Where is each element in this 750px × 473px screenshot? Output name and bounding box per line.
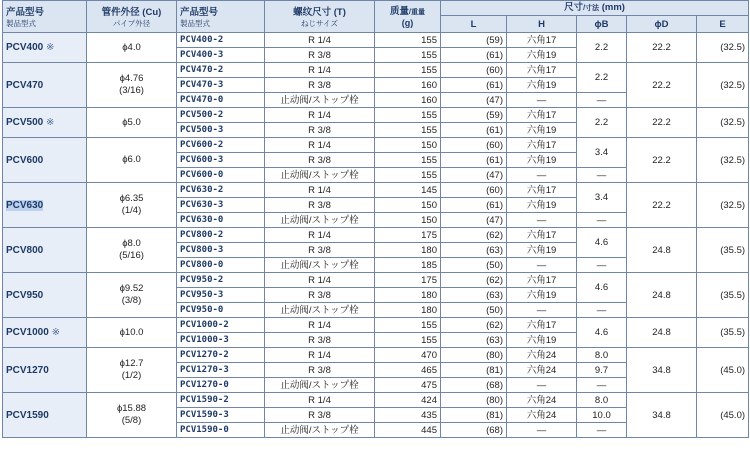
pipe-cell [87,228,177,273]
series-cell [3,348,87,393]
L-cell: (80) [441,393,507,408]
mass-cell: 150 [375,138,441,153]
thread-cell: R 1/4 [265,348,375,363]
B-cell: — [577,168,627,183]
series-cell [3,273,87,318]
thread-cell: R 3/8 [265,333,375,348]
series-name: PCV630 [6,199,44,211]
series-name: PCV470 [6,79,44,91]
thread-cell: R 1/4 [265,318,375,333]
pipe-size: ϕ9.52 [119,283,144,294]
L-cell: (47) [441,168,507,183]
pipe-size: ϕ5.0 [122,116,141,128]
mass-cell: 160 [375,78,441,93]
thread-cell: R 1/4 [265,108,375,123]
spec-table [2,0,749,438]
header-model: 产品型号 製品型式 [177,1,265,33]
D-cell: 24.8 [627,273,697,318]
H-cell: 六角24 [507,348,577,363]
header-dims: 尺寸/寸法 (mm) [441,1,749,16]
header-thread: 螺纹尺寸 (T) ねじサイズ [265,1,375,33]
E-cell: (32.5) [697,108,749,138]
thread-cell: 止动阀/ストップ栓 [265,168,375,183]
spec-table-body [3,33,749,438]
mass-cell: 160 [375,93,441,108]
mass-cell: 155 [375,108,441,123]
mass-cell: 180 [375,243,441,258]
series-name: PCV600 [6,154,44,166]
thread-cell: R 3/8 [265,243,375,258]
model-cell: PCV400-3 [177,48,265,63]
pipe-size-inch: (1/2) [121,370,142,381]
D-cell: 22.2 [627,183,697,228]
pipe-cell [87,348,177,393]
B-cell: 10.0 [577,408,627,423]
thread-cell: 止动阀/ストップ栓 [265,303,375,318]
note-mark: ※ [51,327,60,338]
E-cell: (45.0) [697,393,749,438]
L-cell: (60) [441,183,507,198]
pipe-size-inch: (5/8) [121,415,142,426]
series-name: PCV950 [6,289,44,301]
table-row [3,228,749,243]
B-cell: — [577,303,627,318]
thread-cell: R 3/8 [265,153,375,168]
series-name: PCV1270 [6,364,49,376]
header-product: 产品型号 製品型式 [3,1,87,33]
series-cell [3,183,87,228]
E-cell: (32.5) [697,183,749,228]
H-cell: 六角24 [507,363,577,378]
model-cell: PCV500-2 [177,108,265,123]
L-cell: (62) [441,318,507,333]
L-cell: (61) [441,153,507,168]
L-cell: (61) [441,123,507,138]
series-cell [3,393,87,438]
L-cell: (50) [441,303,507,318]
mass-cell: 150 [375,213,441,228]
L-cell: (81) [441,363,507,378]
pipe-cell [87,138,177,183]
B-cell: 2.2 [577,33,627,63]
H-cell: — [507,303,577,318]
B-cell: 3.4 [577,183,627,213]
E-cell: (35.5) [697,228,749,273]
L-cell: (61) [441,198,507,213]
thread-cell: R 1/4 [265,138,375,153]
B-cell: 2.2 [577,108,627,138]
L-cell: (63) [441,288,507,303]
B-cell: 3.4 [577,138,627,168]
B-cell: 8.0 [577,393,627,408]
H-cell: — [507,168,577,183]
H-cell: 六角17 [507,63,577,78]
L-cell: (61) [441,78,507,93]
model-cell: PCV470-0 [177,93,265,108]
model-cell: PCV630-2 [177,183,265,198]
pipe-size-inch: (5/16) [119,250,144,261]
thread-cell: R 3/8 [265,48,375,63]
H-cell: 六角24 [507,408,577,423]
series-cell [3,228,87,273]
pipe-cell [87,63,177,108]
mass-cell: 475 [375,378,441,393]
mass-cell: 435 [375,408,441,423]
thread-cell: R 1/4 [265,33,375,48]
H-cell: — [507,258,577,273]
model-cell: PCV1270-3 [177,363,265,378]
model-cell: PCV1000-3 [177,333,265,348]
B-cell: — [577,93,627,108]
series-name: PCV800 [6,244,44,256]
B-cell: 4.6 [577,318,627,348]
H-cell: 六角19 [507,48,577,63]
L-cell: (61) [441,48,507,63]
series-cell [3,33,87,63]
L-cell: (81) [441,408,507,423]
E-cell: (32.5) [697,33,749,63]
thread-cell: R 3/8 [265,363,375,378]
B-cell: 2.2 [577,63,627,93]
model-cell: PCV600-0 [177,168,265,183]
note-mark: ※ [46,42,55,53]
D-cell: 22.2 [627,33,697,63]
model-cell: PCV470-2 [177,63,265,78]
D-cell: 22.2 [627,108,697,138]
table-row [3,183,749,198]
model-cell: PCV630-3 [177,198,265,213]
mass-cell: 155 [375,333,441,348]
D-cell: 22.2 [627,63,697,108]
D-cell: 22.2 [627,138,697,183]
model-cell: PCV1270-0 [177,378,265,393]
E-cell: (45.0) [697,348,749,393]
thread-cell: 止动阀/ストップ栓 [265,258,375,273]
B-cell: 4.6 [577,273,627,303]
pipe-cell [87,108,177,138]
series-cell [3,318,87,348]
thread-cell: 止动阀/ストップ栓 [265,423,375,438]
thread-cell: R 1/4 [265,273,375,288]
table-row [3,63,749,78]
H-cell: 六角24 [507,393,577,408]
H-cell: 六角17 [507,228,577,243]
H-cell: 六角17 [507,183,577,198]
pipe-cell [87,273,177,318]
thread-cell: R 1/4 [265,228,375,243]
model-cell: PCV1000-2 [177,318,265,333]
mass-cell: 150 [375,198,441,213]
mass-cell: 175 [375,228,441,243]
L-cell: (80) [441,348,507,363]
mass-cell: 155 [375,123,441,138]
pipe-size-inch: (1/4) [121,205,142,216]
pipe-size: ϕ8.0 [122,238,141,249]
B-cell: 8.0 [577,348,627,363]
E-cell: (32.5) [697,138,749,183]
L-cell: (59) [441,108,507,123]
pipe-cell [87,318,177,348]
D-cell: 34.8 [627,393,697,438]
header-pipe: 管件外径 (Cu) パイプ外径 [87,1,177,33]
H-cell: 六角19 [507,153,577,168]
series-cell [3,138,87,183]
L-cell: (47) [441,93,507,108]
pipe-size-inch: (3/16) [119,85,144,96]
mass-cell: 155 [375,153,441,168]
mass-cell: 155 [375,48,441,63]
mass-cell: 145 [375,183,441,198]
model-cell: PCV600-3 [177,153,265,168]
H-cell: 六角17 [507,138,577,153]
thread-cell: R 3/8 [265,78,375,93]
H-cell: 六角19 [507,123,577,138]
table-row [3,33,749,48]
pipe-size-inch: (3/8) [121,295,142,306]
table-row [3,108,749,123]
thread-cell: 止动阀/ストップ栓 [265,93,375,108]
L-cell: (63) [441,243,507,258]
L-cell: (68) [441,378,507,393]
mass-cell: 470 [375,348,441,363]
B-cell: — [577,213,627,228]
pipe-size: ϕ4.0 [122,41,141,53]
table-row [3,138,749,153]
mass-cell: 155 [375,168,441,183]
D-cell: 24.8 [627,318,697,348]
model-cell: PCV400-2 [177,33,265,48]
model-cell: PCV1590-0 [177,423,265,438]
L-cell: (60) [441,63,507,78]
H-cell: 六角19 [507,333,577,348]
thread-cell: 止动阀/ストップ栓 [265,213,375,228]
model-cell: PCV950-0 [177,303,265,318]
header-mass: 质量/重量 (g) [375,1,441,33]
B-cell: 9.7 [577,363,627,378]
series-cell [3,108,87,138]
mass-cell: 180 [375,303,441,318]
model-cell: PCV500-3 [177,123,265,138]
series-cell [3,63,87,108]
mass-cell: 155 [375,63,441,78]
header-H: H [507,16,577,33]
H-cell: 六角17 [507,108,577,123]
H-cell: 六角19 [507,78,577,93]
pipe-cell [87,183,177,228]
pipe-cell [87,33,177,63]
model-cell: PCV950-2 [177,273,265,288]
B-cell: — [577,423,627,438]
pipe-size: ϕ12.7 [119,358,144,369]
model-cell: PCV800-0 [177,258,265,273]
thread-cell: R 3/8 [265,288,375,303]
H-cell: 六角17 [507,318,577,333]
pipe-cell [87,393,177,438]
D-cell: 24.8 [627,228,697,273]
L-cell: (59) [441,33,507,48]
model-cell: PCV1590-2 [177,393,265,408]
mass-cell: 424 [375,393,441,408]
mass-cell: 180 [375,288,441,303]
E-cell: (35.5) [697,318,749,348]
thread-cell: R 3/8 [265,123,375,138]
note-mark: ※ [46,117,55,128]
H-cell: 六角19 [507,198,577,213]
H-cell: — [507,93,577,108]
pipe-size: ϕ6.35 [119,193,144,204]
model-cell: PCV600-2 [177,138,265,153]
table-row [3,348,749,363]
L-cell: (62) [441,273,507,288]
E-cell: (32.5) [697,63,749,108]
series-name: PCV500 [6,117,44,128]
H-cell: — [507,423,577,438]
B-cell: — [577,258,627,273]
series-name: PCV1590 [6,409,49,421]
model-cell: PCV800-3 [177,243,265,258]
thread-cell: R 1/4 [265,393,375,408]
B-cell: — [577,378,627,393]
model-cell: PCV950-3 [177,288,265,303]
mass-cell: 175 [375,273,441,288]
thread-cell: R 3/8 [265,198,375,213]
L-cell: (62) [441,228,507,243]
model-cell: PCV800-2 [177,228,265,243]
H-cell: 六角19 [507,288,577,303]
B-cell: 4.6 [577,228,627,258]
L-cell: (47) [441,213,507,228]
series-name: PCV1000 [6,327,49,338]
H-cell: 六角17 [507,273,577,288]
model-cell: PCV470-3 [177,78,265,93]
H-cell: — [507,378,577,393]
pipe-size: ϕ4.76 [119,73,144,84]
thread-cell: R 3/8 [265,408,375,423]
header-E: E [697,16,749,33]
table-row [3,318,749,333]
header-L: L [441,16,507,33]
thread-cell: R 1/4 [265,63,375,78]
L-cell: (60) [441,138,507,153]
L-cell: (63) [441,333,507,348]
model-cell: PCV1590-3 [177,408,265,423]
mass-cell: 155 [375,318,441,333]
L-cell: (50) [441,258,507,273]
pipe-size: ϕ15.88 [116,403,147,414]
E-cell: (35.5) [697,273,749,318]
thread-cell: 止动阀/ストップ栓 [265,378,375,393]
pipe-size: ϕ6.0 [122,154,141,165]
table-row [3,273,749,288]
mass-cell: 445 [375,423,441,438]
table-row [3,393,749,408]
H-cell: — [507,213,577,228]
thread-cell: R 1/4 [265,183,375,198]
D-cell: 34.8 [627,348,697,393]
header-B: ϕB [577,16,627,33]
pipe-size: ϕ10.0 [119,326,144,338]
H-cell: 六角19 [507,243,577,258]
model-cell: PCV1270-2 [177,348,265,363]
model-cell: PCV630-0 [177,213,265,228]
series-name: PCV400 [6,42,44,53]
H-cell: 六角17 [507,33,577,48]
mass-cell: 185 [375,258,441,273]
L-cell: (68) [441,423,507,438]
mass-cell: 155 [375,33,441,48]
header-D: ϕD [627,16,697,33]
mass-cell: 465 [375,363,441,378]
